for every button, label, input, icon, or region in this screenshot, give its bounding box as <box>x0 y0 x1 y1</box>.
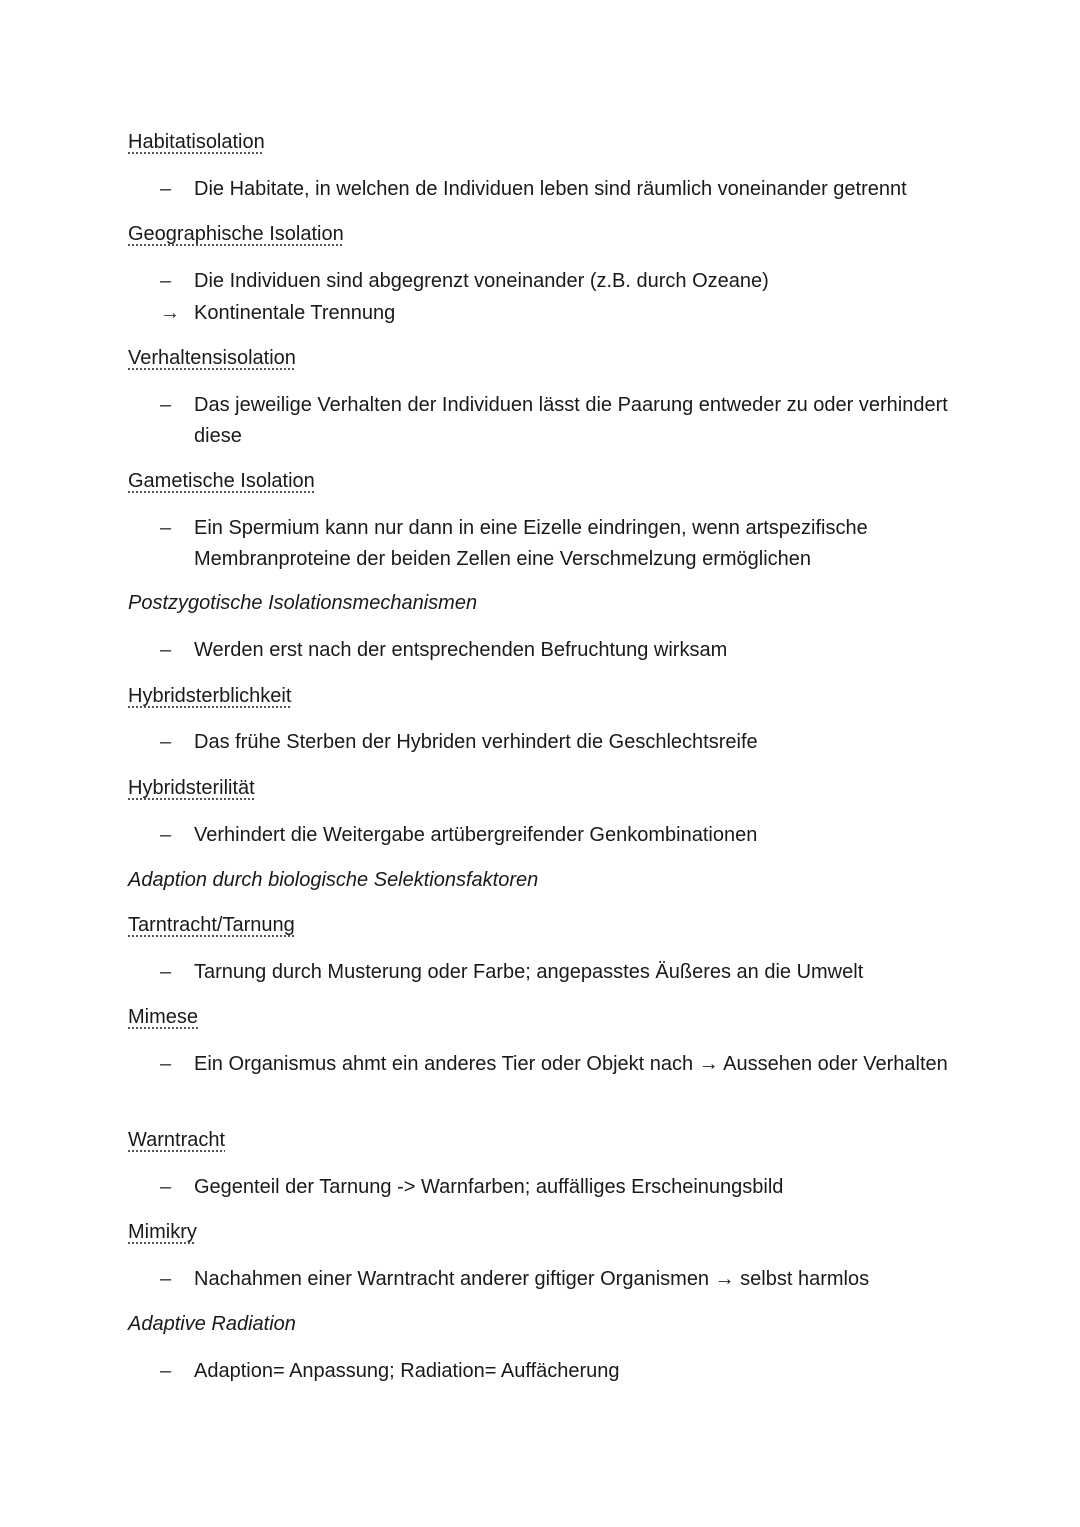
heading-verhaltensisolation: Verhaltensisolation <box>128 347 296 369</box>
bullet-item <box>160 174 960 205</box>
bullet-item <box>160 820 960 851</box>
bullet-item <box>160 1049 960 1080</box>
heading-mimikry: Mimikry <box>128 1221 197 1243</box>
dash-marker: – <box>160 1268 172 1290</box>
heading-habitatisolation: Habitatisolation <box>128 131 265 153</box>
heading-tarntracht: Tarntracht/Tarnung <box>128 914 295 936</box>
bullet-text: Nachahmen einer Warntracht anderer giftiger Organismen → selbst harmlos <box>194 1268 870 1290</box>
dash-marker: – <box>160 1176 172 1198</box>
heading-hybridsterblichkeit: Hybridsterblichkeit <box>128 685 292 707</box>
dash-marker: – <box>160 394 172 416</box>
bullet-item <box>160 1356 960 1387</box>
heading-postzygotische-isolationsmechanismen: Postzygotische Isolationsmechanismen <box>128 592 478 614</box>
dash-marker: – <box>160 961 172 983</box>
bullet-text: Verhindert die Weitergabe artübergreifender Genkombinationen <box>194 824 758 846</box>
bullet-text: Ein Spermium kann nur dann in eine Eizelle eindringen, wenn artspezifische Membranproteine der beiden Zellen eine Verschmelzung ermöglichen <box>194 517 868 570</box>
heading-hybridsterilitaet: Hybridsterilität <box>128 777 255 799</box>
bullet-item <box>160 513 960 575</box>
dash-marker: – <box>160 639 172 661</box>
bullet-text: Die Habitate, in welchen de Individuen leben sind räumlich voneinander getrennt <box>194 178 907 200</box>
bullet-item <box>160 266 960 297</box>
bullet-text: Werden erst nach der entsprechenden Befruchtung wirksam <box>194 639 728 661</box>
bullet-text: Ein Organismus ahmt ein anderes Tier oder Objekt nach → Aussehen oder Verhalten <box>194 1053 948 1075</box>
bullet-item <box>160 390 960 452</box>
arrow-text: Kontinentale Trennung <box>194 302 396 324</box>
heading-adaption-selektionsfaktoren: Adaption durch biologische Selektionsfaktoren <box>128 869 539 891</box>
dash-marker: – <box>160 270 172 292</box>
heading-geographische-isolation: Geographische Isolation <box>128 223 344 245</box>
bullet-item <box>160 1172 960 1203</box>
bullet-text: Das frühe Sterben der Hybriden verhindert die Geschlechtsreife <box>194 731 758 753</box>
heading-mimese: Mimese <box>128 1006 199 1028</box>
heading-adaptive-radiation: Adaptive Radiation <box>128 1313 296 1335</box>
bullet-text: Adaption= Anpassung; Radiation= Auffächerung <box>194 1360 620 1382</box>
bullet-text: Tarnung durch Musterung oder Farbe; angepasstes Äußeres an die Umwelt <box>194 961 864 983</box>
dash-marker: – <box>160 731 172 753</box>
heading-warntracht: Warntracht <box>128 1129 226 1151</box>
bullet-item <box>160 727 960 758</box>
arrow-icon: → <box>160 302 180 324</box>
arrow-item <box>160 298 960 329</box>
bullet-item <box>160 957 960 988</box>
heading-gametische-isolation: Gametische Isolation <box>128 470 315 492</box>
dash-marker: – <box>160 517 172 539</box>
bullet-item <box>160 635 960 666</box>
dash-marker: – <box>160 1053 172 1075</box>
bullet-text: Die Individuen sind abgegrenzt voneinander (z.B. durch Ozeane) <box>194 270 769 292</box>
bullet-text: Gegenteil der Tarnung -> Warnfarben; auffälliges Erscheinungsbild <box>194 1176 784 1198</box>
dash-marker: – <box>160 824 172 846</box>
dash-marker: – <box>160 178 172 200</box>
bullet-item <box>160 1264 960 1295</box>
bullet-text: Das jeweilige Verhalten der Individuen lässt die Paarung entweder zu oder verhindert diese <box>194 394 948 447</box>
dash-marker: – <box>160 1360 172 1382</box>
